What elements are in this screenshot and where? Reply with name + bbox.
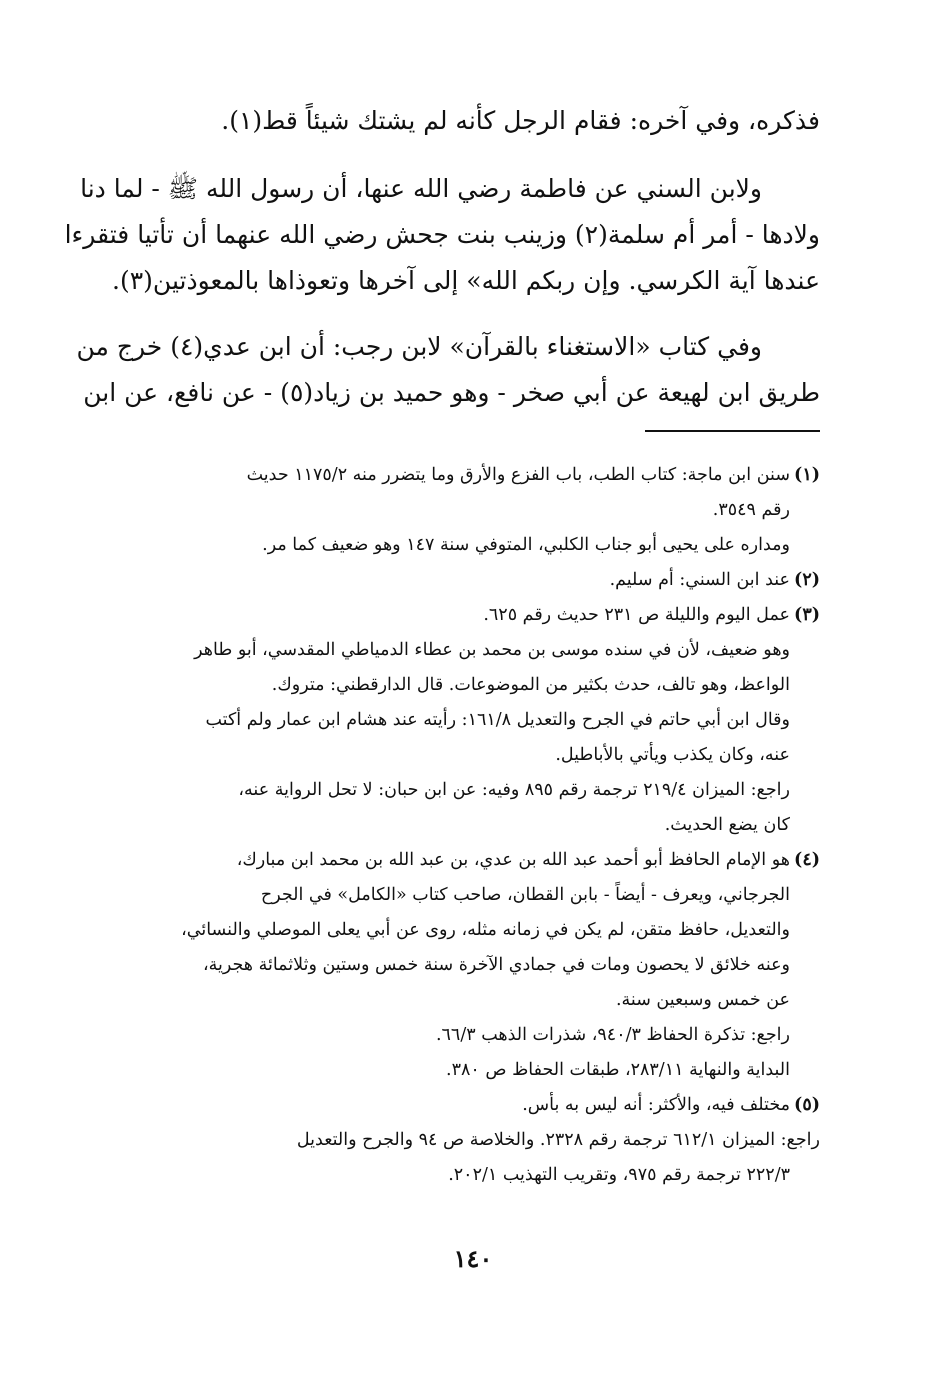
footnote-line: عند ابن السني: أم سليم. <box>609 570 790 590</box>
paragraph-3 <box>76 324 820 416</box>
footnote-line: كان يضع الحديث. <box>664 815 790 835</box>
footnote-line: رقم ٣٥٤٩. <box>712 500 790 520</box>
footnote-line: مختلف فيه، والأكثر: أنه ليس به بأس. <box>522 1095 790 1115</box>
page-body <box>64 98 820 1193</box>
footnote-line: هو الإمام الحافظ أبو أحمد عبد الله بن عدي، بن عبد الله بن محمد ابن مبارك، <box>236 850 790 870</box>
footnote-line: الواعظ، وهو تالف، حدث بكثير من الموضوعات. قال الدارقطني: متروك. <box>271 675 790 695</box>
footnote-number: (٢) <box>794 570 820 590</box>
footnote-2 <box>120 563 820 598</box>
footnote-line: وهو ضعيف، لأن في سنده موسى بن محمد بن عطاء الدمياطي المقدسي، أبو طاهر <box>194 640 790 660</box>
footnote-line: ومداره على يحيى أبو جناب الكلبي، المتوفي سنة ١٤٧ وهو ضعيف كما مر. <box>262 535 790 555</box>
paragraph-line: وفي كتاب «الاستغناء بالقرآن» لابن رجب: أن ابن عدي(٤) خرج من <box>76 332 762 361</box>
paragraph-line: فذكره، وفي آخره: فقام الرجل كأنه لم يشتك شيئاً قط(١). <box>221 106 820 135</box>
footnote-number: (٥) <box>794 1095 820 1115</box>
footnote-line: ٢٢٢/٣ ترجمة رقم ٩٧٥، وتقريب التهذيب ٢٠٢/١. <box>448 1165 790 1185</box>
footnote-line: عنه، وكان يكذب ويأتي بالأباطيل. <box>555 745 790 765</box>
page-number: ١٤٠ <box>453 1244 493 1273</box>
footnote-number: (٤) <box>794 850 820 870</box>
footnote-line: راجع: الميزان ٢١٩/٤ ترجمة رقم ٨٩٥ وفيه: عن ابن حبان: لا تحل الرواية عنه، <box>238 780 790 800</box>
footnote-line: راجع: تذكرة الحفاظ ٩٤٠/٣، شذرات الذهب ٦٦/٣. <box>435 1025 790 1045</box>
footnote-line: وقال ابن أبي حاتم في الجرح والتعديل ١٦١/٨: رأيته عند هشام ابن عمار ولم أكتب <box>205 710 790 730</box>
paragraph-line: ولادها - أمر أم سلمة(٢) وزينب بنت جحش رضي الله عنهما أن تأتيا فتقرءا <box>64 220 820 249</box>
footnote-line: وعنه خلائق لا يحصون ومات في جمادي الآخرة سنة خمس وستين وثلاثمائة هجرية، <box>202 955 790 975</box>
footnote-line: سنن ابن ماجة: كتاب الطب، باب الفزع والأرق وما يتضرر منه ١١٧٥/٢ حديث <box>246 465 790 485</box>
paragraph-line: ولابن السني عن فاطمة رضي الله عنها، أن رسول الله ﷺ - لما دنا <box>80 174 762 203</box>
footnote-4 <box>120 843 820 1088</box>
footnote-line: والتعديل، حافظ متقن، لم يكن في زمانه مثله، روى عن أبي يعلى الموصلي والنسائي، <box>181 920 790 940</box>
footnote-line: البداية والنهاية ٢٨٣/١١، طبقات الحفاظ ص ٣٨٠. <box>446 1060 790 1080</box>
footnote-line: راجع: الميزان ٦١٢/١ ترجمة رقم ٢٣٢٨. والخلاصة ص ٩٤ والجرح والتعديل <box>296 1130 820 1150</box>
footnote-5 <box>120 1088 820 1193</box>
footnote-number: (٣) <box>794 605 820 625</box>
paragraph-line: عندها آية الكرسي. وإن ربكم الله» إلى آخرها وتعوذاها بالمعوذتين(٣). <box>112 266 820 295</box>
paragraph-1 <box>120 98 820 144</box>
footnote-divider <box>645 430 820 432</box>
footnote-number: (١) <box>794 465 820 485</box>
footnote-1 <box>120 458 820 563</box>
footnote-3 <box>120 598 820 843</box>
footnote-line: الجرجاني، ويعرف - أيضاً - بابن القطان، صاحب كتاب «الكامل» في الجرح <box>260 885 790 905</box>
paragraph-2 <box>64 166 820 304</box>
footnote-line: عن خمس وسبعين سنة. <box>615 990 790 1010</box>
paragraph-line: طريق ابن لهيعة عن أبي صخر - وهو حميد بن زياد(٥) - عن نافع، عن ابن <box>83 378 820 407</box>
footnote-line: عمل اليوم والليلة ص ٢٣١ حديث رقم ٦٢٥. <box>483 605 790 625</box>
footnotes <box>120 458 820 1193</box>
